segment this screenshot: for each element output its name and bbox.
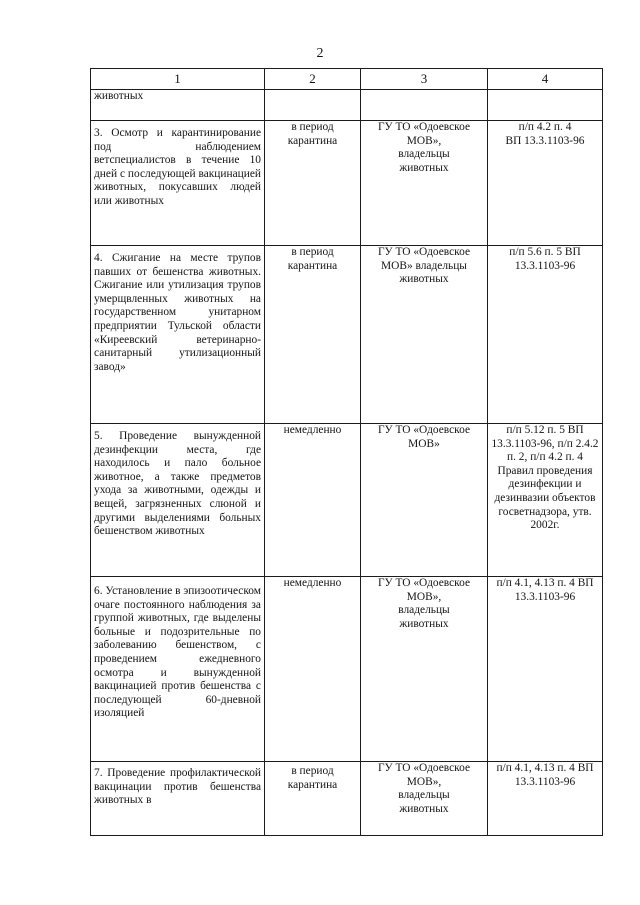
basis-cell (488, 762, 603, 836)
measure-text: 5. Проведение вынужденной дезинфекции места, где находилось и пало больное животное, а также предметов ухода за животными, одежды и вещей, загрязненных слюной и другими выделениями больных бешенством животных (94, 430, 261, 538)
basis-text: п/п 5.6 п. 5 ВП 13.3.1103-96 (509, 246, 581, 272)
responsible-text: ГУ ТО «Одоевское МОВ», владельцы животных (377, 762, 471, 815)
measure-text: 4. Сжигание на месте трупов павших от бешенства животных. Сжигание или утилизация трупов умерщвленных животных на государственном унитарном предприятии Тульской области «Киреевский ветеринарно-санитарный утилизационный завод» (94, 252, 261, 373)
header-col-3: 3 (361, 69, 488, 90)
basis-text: п/п 4.1, 4.13 п. 4 ВП 13.3.1103-96 (496, 762, 594, 788)
responsible-text: ГУ ТО «Одоевское МОВ», владельцы животных (377, 121, 471, 174)
term-cell (265, 424, 361, 577)
term-cell (265, 121, 361, 246)
basis-text: п/п 5.12 п. 5 ВП 13.3.1103-96, п/п 2.4.2 п. 2, п/п 4.2 п. 4 Правил проведения дезинфекции и дезинвазии объектов госветнадзора, утв. 2002г. (491, 424, 599, 532)
measure-text: 6. Установление в эпизоотическом очаге постоянного наблюдения за группой животных, где выделены больные и подозрительные по заболеванию бешенством, с проведением ежедневного осмотра и вынужденной вакцинацией против бешенства с последующей 60-дневной изоляцией (94, 585, 261, 720)
responsible-text: ГУ ТО «Одоевское МОВ» (377, 424, 471, 450)
measures-table (90, 68, 603, 836)
table-row (91, 121, 603, 246)
responsible-cell (361, 121, 488, 246)
table-header-row (91, 69, 603, 90)
measure-cell (91, 246, 265, 424)
responsible-cell (361, 762, 488, 836)
term-text: в период карантина (287, 765, 338, 791)
term-cell (265, 762, 361, 836)
table-row (91, 424, 603, 577)
measure-cell (91, 90, 265, 121)
term-cell (265, 246, 361, 424)
table-row (91, 577, 603, 762)
header-col-1: 1 (91, 69, 265, 90)
measure-text: животных (94, 90, 144, 102)
basis-text: п/п 4.1, 4.13 п. 4 ВП 13.3.1103-96 (496, 577, 594, 603)
responsible-cell (361, 246, 488, 424)
measure-text: 7. Проведение профилактической вакцинации против бешенства животных в (94, 767, 261, 807)
measure-cell (91, 762, 265, 836)
basis-text: п/п 4.2 п. 4 ВП 13.3.1103-96 (505, 121, 585, 147)
responsible-cell (361, 424, 488, 577)
term-cell (265, 90, 361, 121)
term-text: в период карантина (287, 246, 338, 272)
basis-cell (488, 424, 603, 577)
term-text: в период карантина (287, 121, 338, 147)
measure-cell (91, 577, 265, 762)
responsible-text: ГУ ТО «Одоевское МОВ», владельцы животных (377, 577, 471, 630)
basis-cell (488, 577, 603, 762)
table-row (91, 762, 603, 836)
measure-text: 3. Осмотр и карантинирование под наблюдением ветспециалистов в течение 10 дней с последующей вакцинацией животных, покусавших людей или животных (94, 127, 261, 207)
measure-cell (91, 121, 265, 246)
basis-cell (488, 121, 603, 246)
term-cell (265, 577, 361, 762)
header-col-4: 4 (488, 69, 603, 90)
page-number: 2 (316, 46, 324, 61)
responsible-cell (361, 90, 488, 121)
term-text: немедленно (283, 577, 342, 589)
term-text: немедленно (283, 424, 342, 436)
responsible-text: ГУ ТО «Одоевское МОВ» владельцы животных (377, 246, 471, 286)
measure-cell (91, 424, 265, 577)
basis-cell (488, 246, 603, 424)
header-col-2: 2 (265, 69, 361, 90)
responsible-cell (361, 577, 488, 762)
table-row (91, 90, 603, 121)
basis-cell (488, 90, 603, 121)
table-row (91, 246, 603, 424)
